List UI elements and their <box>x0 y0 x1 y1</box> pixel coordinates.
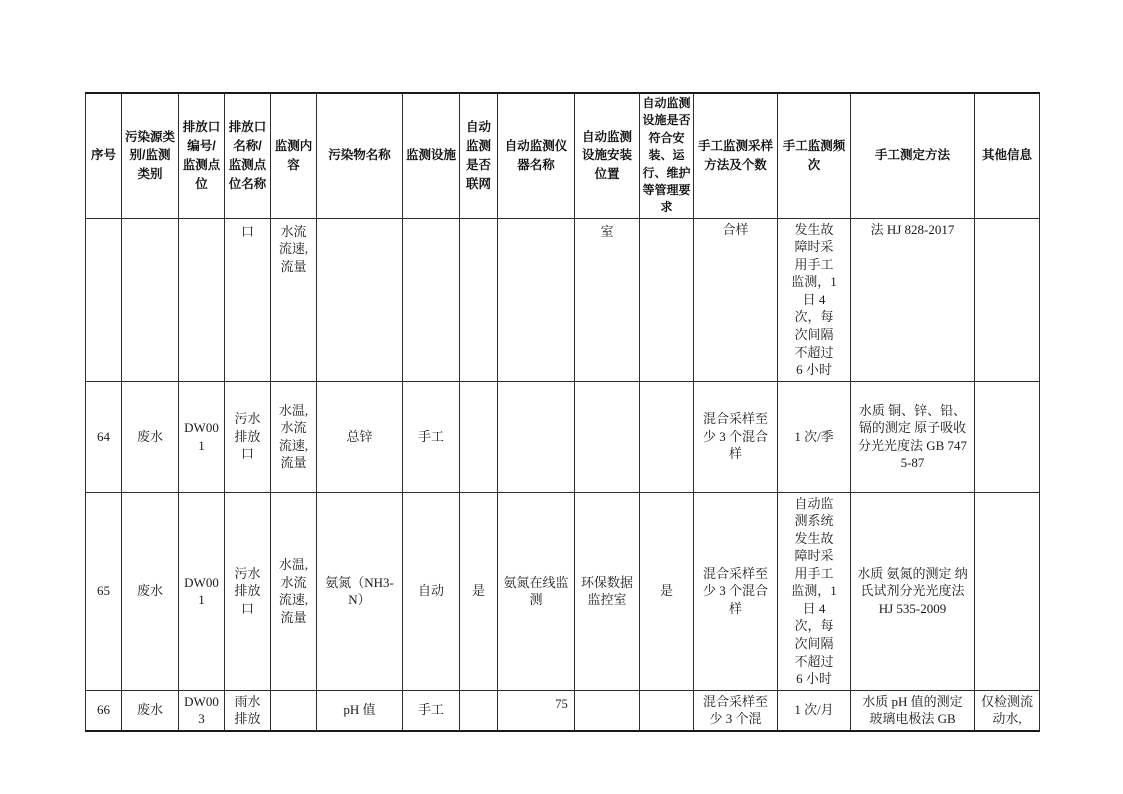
table-cell: 氨氮（NH3-N） <box>317 492 403 690</box>
table-cell <box>460 218 498 381</box>
column-header-manual-frequency: 手工监测频次 <box>778 93 851 218</box>
table-cell <box>460 381 498 492</box>
column-header-other-info: 其他信息 <box>975 93 1040 218</box>
table-cell <box>498 381 575 492</box>
table-cell <box>975 218 1040 381</box>
table-cell: DW001 <box>179 381 225 492</box>
table-cell: 自动监测系统发生故障时采用手工监测，1 日 4 次，每次间隔不超过 6 小时 <box>778 492 851 690</box>
table-cell: 水质 pH 值的测定 玻璃电极法 GB <box>851 690 975 731</box>
table-cell: 总锌 <box>317 381 403 492</box>
table-cell: 口 <box>225 218 271 381</box>
table-cell: 仅检测流动水, <box>975 690 1040 731</box>
table-cell <box>317 218 403 381</box>
table-cell: 水温,水流流速,流量 <box>271 492 317 690</box>
table-row-64 <box>86 381 1040 492</box>
table-cell: pH 值 <box>317 690 403 731</box>
table-cell: DW001 <box>179 492 225 690</box>
table-cell: 混合采样至少 3 个混合样 <box>694 492 778 690</box>
table-cell <box>575 381 640 492</box>
table-cell: 发生故障时采用手工监测，1 日 4 次，每次间隔不超过 6 小时 <box>778 218 851 381</box>
column-header-monitor-facility: 监测设施 <box>403 93 460 218</box>
table-cell <box>122 218 179 381</box>
table-cell <box>498 218 575 381</box>
table-cell: 氨氮在线监测 <box>498 492 575 690</box>
table-cell <box>640 381 694 492</box>
column-header-auto-instrument: 自动监测仪器名称 <box>498 93 575 218</box>
table-cell: 废水 <box>122 492 179 690</box>
table-cell <box>975 492 1040 690</box>
column-header-auto-install-location: 自动监测设施安装位置 <box>575 93 640 218</box>
column-header-source-type: 污染源类别/监测类别 <box>122 93 179 218</box>
table-cell: 环保数据监控室 <box>575 492 640 690</box>
column-header-auto-networked: 自动监测是否联网 <box>460 93 498 218</box>
table-cell: 64 <box>86 381 122 492</box>
table-cell <box>179 218 225 381</box>
table-cell <box>403 218 460 381</box>
table-cell: 66 <box>86 690 122 731</box>
column-header-monitor-content: 监测内容 <box>271 93 317 218</box>
table-cell: 手工 <box>403 690 460 731</box>
table-cell: 室 <box>575 218 640 381</box>
table-cell <box>86 218 122 381</box>
column-header-manual-method: 手工测定方法 <box>851 93 975 218</box>
table-cell <box>640 218 694 381</box>
column-header-pollutant-name: 污染物名称 <box>317 93 403 218</box>
table-cell: DW003 <box>179 690 225 731</box>
monitoring-table <box>85 92 1040 732</box>
table-cell: 手工 <box>403 381 460 492</box>
column-header-auto-compliance: 自动监测设施是否符合安装、运行、维护等管理要求 <box>640 93 694 218</box>
table-cell: 水质 氨氮的测定 纳氏试剂分光光度法 HJ 535-2009 <box>851 492 975 690</box>
column-header-outlet-name: 排放口名称/监测点位名称 <box>225 93 271 218</box>
column-header-seq: 序号 <box>86 93 122 218</box>
table-row-continued <box>86 218 1040 381</box>
table-cell: 是 <box>640 492 694 690</box>
table-cell: 1 次/季 <box>778 381 851 492</box>
table-cell: 水流流速,流量 <box>271 218 317 381</box>
table-cell: 混合采样至少 3 个混合样 <box>694 381 778 492</box>
table-cell: 法 HJ 828-2017 <box>851 218 975 381</box>
table-cell: 污水排放口 <box>225 381 271 492</box>
table-cell: 1 次/月 <box>778 690 851 731</box>
table-cell: 是 <box>460 492 498 690</box>
table-row-65 <box>86 492 1040 690</box>
table-cell: 65 <box>86 492 122 690</box>
table-cell: 水质 铜、锌、铅、镉的测定 原子吸收分光光度法 GB 7475-87 <box>851 381 975 492</box>
column-header-manual-sampling: 手工监测采样方法及个数 <box>694 93 778 218</box>
page-number: 75 <box>555 697 568 711</box>
table-cell: 混合采样至少 3 个混 <box>694 690 778 731</box>
table-cell: 雨水排放 <box>225 690 271 731</box>
column-header-outlet-number: 排放口编号/监测点位 <box>179 93 225 218</box>
table-cell: 合样 <box>694 218 778 381</box>
table-cell: 自动 <box>403 492 460 690</box>
table-cell: 废水 <box>122 690 179 731</box>
table-cell: 水温,水流流速,流量 <box>271 381 317 492</box>
table-cell <box>975 381 1040 492</box>
table-cell: 废水 <box>122 381 179 492</box>
table-cell: 污水排放口 <box>225 492 271 690</box>
table-header-row <box>86 93 1040 218</box>
